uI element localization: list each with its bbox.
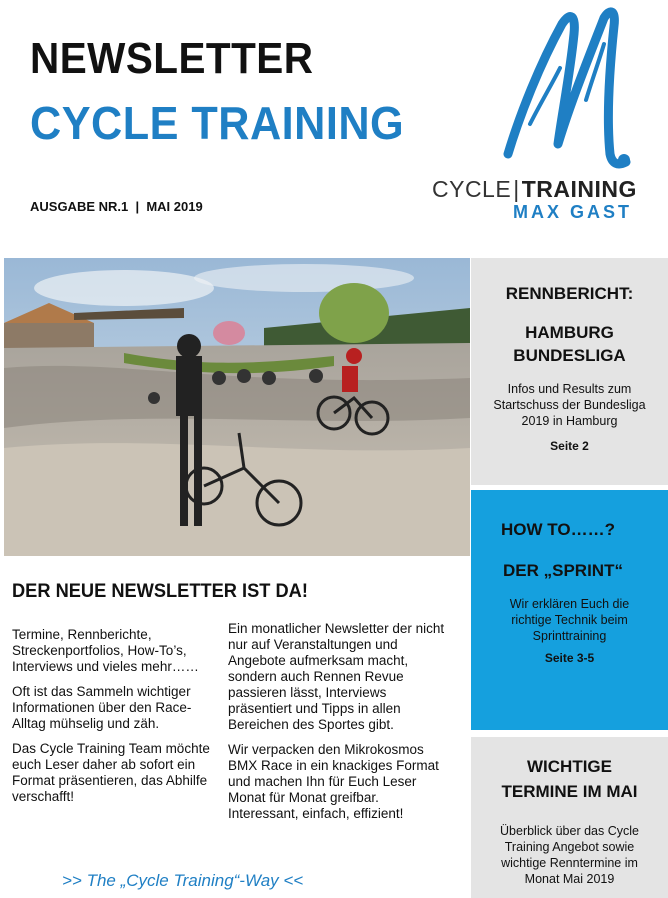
dates-box — [471, 737, 668, 898]
dates-heading-line1: WICHTIGE — [527, 757, 612, 776]
tagline: >> The „Cycle Training“-Way << — [62, 871, 304, 890]
logo-brand-right: TRAINING — [521, 176, 637, 202]
race-report-box — [471, 258, 668, 485]
how-to-text-line2: richtige Technik beim — [511, 613, 628, 627]
article-col2-paragraph-2: Wir verpacken den Mikrokosmos BMX Race in ein knackiges Format und machen Ihn für Euch Leser Monat für Monat greifbar. — [228, 742, 439, 805]
logo-owner: MAX GAST — [512, 202, 632, 222]
how-to-page: Seite 3-5 — [544, 651, 595, 665]
dates-heading-line2: TERMINE IM MAI — [501, 782, 638, 801]
sprint-heading: DER „SPRINT“ — [503, 561, 623, 580]
logo-brand — [432, 176, 642, 203]
logo-brand-separator: | — [513, 176, 520, 202]
newsletter-title: NEWSLETTER — [30, 34, 314, 83]
race-report-event-line2: BUNDESLIGA — [513, 346, 626, 365]
race-report-event-line1: HAMBURG — [525, 323, 614, 342]
race-report-page: Seite 2 — [550, 439, 589, 453]
dates-text-line2: Training Angebot sowie — [504, 840, 635, 854]
cycle-training-logo-icon — [500, 4, 640, 174]
logo-wordmark — [432, 176, 642, 223]
article-column-2 — [228, 621, 446, 831]
logo-brand-left: CYCLE — [432, 176, 512, 202]
article-col1-paragraph-1: Termine, Rennberichte, Streckenportfolios, How-To’s, Interviews und vieles mehr…… — [12, 627, 199, 674]
race-report-text-line1: Infos und Results zum — [507, 382, 632, 396]
dates-text-line4: Monat Mai 2019 — [524, 872, 615, 886]
race-report-text-line2: Startschuss der Bundesliga — [493, 398, 646, 412]
race-report-text-line3: 2019 in Hamburg — [521, 414, 618, 428]
dates-text-line3: wichtige Renntermine im — [501, 856, 638, 870]
article-col2-paragraph-1: Ein monatlicher Newsletter der nicht nur auf Veranstaltungen und Angebote aufmerksam macht, sondern auch Rennen Revue passieren lässt, Interviews präsentiert und Tipps in allen Bereichen des Sportes gibt. — [228, 621, 445, 732]
article-col1-paragraph-3: Das Cycle Training Team möchte euch Leser daher ab sofort ein Format präsentieren, das Abhilfe verschafft! — [12, 741, 210, 804]
dates-text-line1: Überblick über das Cycle — [500, 824, 639, 838]
article-column-1 — [12, 627, 217, 814]
how-to-text-line3: Sprinttraining — [532, 629, 607, 643]
cycle-training-title: CYCLE TRAINING — [30, 97, 405, 149]
how-to-text-line1: Wir erklären Euch die — [509, 597, 630, 611]
how-to-heading: HOW TO……? — [501, 520, 615, 539]
issue-info: AUSGABE NR.1 | MAI 2019 — [30, 199, 203, 214]
article-col2-paragraph-3: Interessant, einfach, effizient! — [228, 806, 404, 821]
how-to-box — [471, 490, 668, 730]
race-report-heading: RENNBERICHT: — [505, 284, 634, 303]
article-col1-paragraph-2: Oft ist das Sammeln wichtiger Informationen über den Race-Alltag mühselig und zäh. — [12, 684, 192, 731]
bmx-track-photo — [4, 258, 470, 556]
article-title: DER NEUE NEWSLETTER IST DA! — [12, 581, 308, 602]
